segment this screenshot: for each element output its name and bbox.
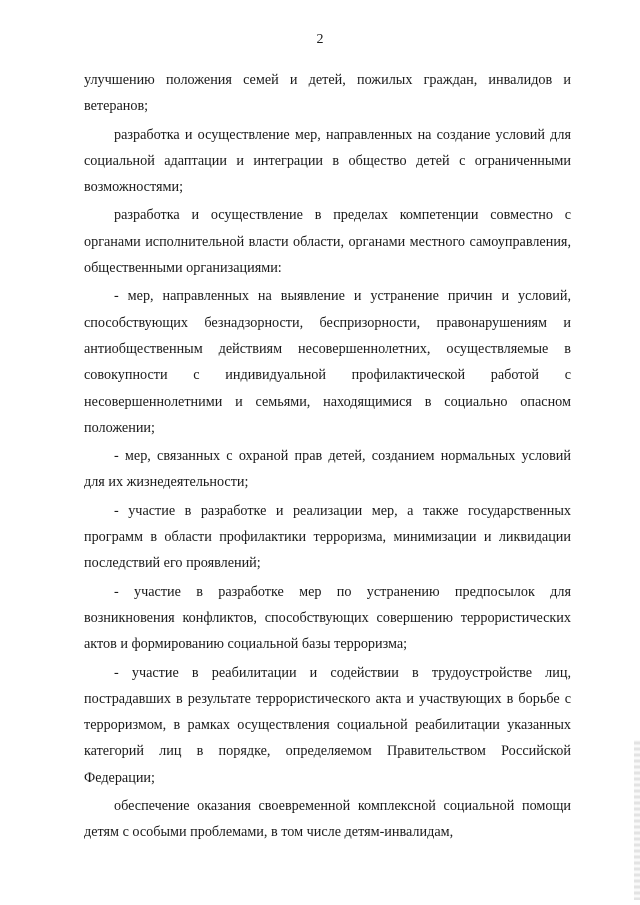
page-number: 2 — [316, 32, 324, 47]
paragraph-social-assistance: обеспечение оказания своевременной комплексной социальной помощи детям с особыми проблемами, в том числе детям-инвалидам, — [84, 798, 571, 841]
list-item-terrorism-programs: - участие в разработке и реализации мер, а также государственных программ в области профилактики терроризма, минимизации и ликвидации последствий его проявлений; — [84, 502, 571, 572]
list-item-child-rights: - мер, связанных с охраной прав детей, созданием нормальных условий для их жизнедеятельности; — [84, 448, 571, 491]
list-item-prevention-measures: - мер, направленных на выявление и устранение причин и условий, способствующих безнадзорности, беспризорности, правонарушениям и антиобщественным действиям несовершеннолетних, осуществляемые в совокупности с индивидуальной профилактической работой с несовершеннолетними и семьями, находящимися в социально опасном положении; — [84, 288, 571, 436]
list-item-rehabilitation: - участие в реабилитации и содействии в трудоустройстве лиц, пострадавших в результате террористического акта и участвующих в борьбе с терроризмом, в рамках осуществления социальной реабилитации указанных категорий лиц в порядке, определяемом Правительством Российской Федерации; — [84, 664, 571, 786]
paragraph-continuation: улучшению положения семей и детей, пожилых граждан, инвалидов и ветеранов; — [84, 72, 571, 115]
list-item-conflict-prevention: - участие в разработке мер по устранению предпосылок для возникновения конфликтов, способствующих совершению террористических актов и формированию социальной базы терроризма; — [84, 583, 571, 653]
paragraph-adaptation: разработка и осуществление мер, направленных на создание условий для социальной адаптации и интеграции в общество детей с ограниченными возможностями; — [84, 126, 571, 196]
paragraph-joint-development: разработка и осуществление в пределах компетенции совместно с органами исполнительной власти области, органами местного самоуправления, общественными организациями: — [84, 207, 571, 277]
scan-edge-artifact — [634, 740, 640, 900]
document-body — [84, 67, 571, 846]
